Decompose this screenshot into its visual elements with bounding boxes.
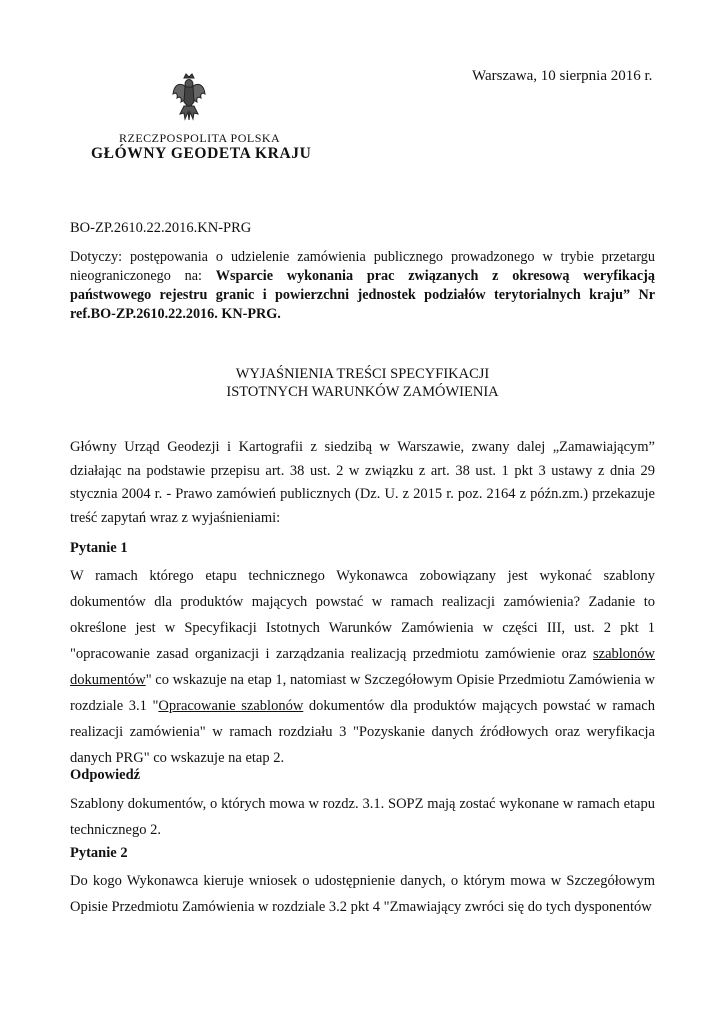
- authority-country: RZECZPOSPOLITA POLSKA: [119, 131, 281, 145]
- document-date: Warszawa, 10 sierpnia 2016 r.: [472, 68, 653, 84]
- question-2-heading: Pytanie 2: [70, 845, 128, 861]
- question-2-text: Do kogo Wykonawca kieruje wniosek o udostępnienie danych, o którym mowa w Szczegółowym Opisie Przedmiotu Zamówienia w rozdziale 3.2 pkt 4 "Zmawiający zwróci się do tych dysponentów: [70, 873, 655, 915]
- authority-name: GŁÓWNY GEODETA KRAJU: [91, 145, 312, 162]
- polish-eagle-emblem-icon: [172, 72, 206, 124]
- question-1-part-1: W ramach którego etapu technicznego Wykonawca zobowiązany jest wykonać szablony dokumentów dla produktów mających powstać w ramach realizacji zamówienia? Zadanie to określone jest w Specyfikacji Istotnych Warunków Zamówienia w części III, ust. 2 pkt 1 "opracowanie zasad organizacji i zarządzania realizacją przedmiotu zamówienie oraz: [70, 568, 655, 662]
- question-1-text: [70, 563, 655, 771]
- subject-title: Wsparcie wykonania prac związanych z okresową weryfikacją państwowego rejestru granic i powierzchni jednostek podziałów terytorialnych kraju” Nr ref.BO-ZP.2610.22.2016. KN-PRG.: [70, 268, 655, 322]
- question-1-part-2: " co wskazuje na etap 1, natomiast w Szczegółowym Opisie Przedmiotu Zamówienia w rozdziale 3.1 ": [70, 672, 655, 714]
- subject-intro: Dotyczy: postępowania o udzielenie zamówienia publicznego prowadzonego w trybie przetargu nieograniczonego na:: [70, 249, 655, 284]
- reference-number: BO-ZP.2610.22.2016.KN-PRG: [70, 220, 252, 236]
- question-1-underlined-1: szablonów dokumentów: [70, 646, 655, 688]
- answer-1-heading: Odpowiedź: [70, 767, 141, 783]
- intro-paragraph: Główny Urząd Geodezji i Kartografii z siedzibą w Warszawie, zwany dalej „Zamawiającym” działając na podstawie przepisu art. 38 ust. 2 w związku z art. 38 ust. 1 pkt 3 ustawy z dnia 29 stycznia 2004 r. - Prawo zamówień publicznych (Dz. U. z 2015 r. poz. 2164 z późn.zm.) przekazuje treść zapytań wraz z wyjaśnieniami:: [70, 439, 655, 526]
- document-title-line-2: ISTOTNYCH WARUNKÓW ZAMÓWIENIA: [226, 384, 499, 400]
- question-1-underlined-2: Opracowanie szablonów: [158, 698, 304, 714]
- document-title-line-1: WYJAŚNIENIA TREŚCI SPECYFIKACJI: [235, 366, 490, 382]
- question-1-part-3: dokumentów dla produktów mających powstać w ramach realizacji zamówienia" w ramach rozdziału 3 "Pozyskanie danych źródłowych oraz weryfikacja danych PRG" co wskazuje na etap 2.: [70, 698, 655, 766]
- answer-1-text: Szablony dokumentów, o których mowa w rozdz. 3.1. SOPZ mają zostać wykonane w ramach etapu technicznego 2.: [70, 796, 655, 838]
- subject-paragraph: [70, 248, 655, 324]
- question-1-heading: Pytanie 1: [70, 540, 128, 556]
